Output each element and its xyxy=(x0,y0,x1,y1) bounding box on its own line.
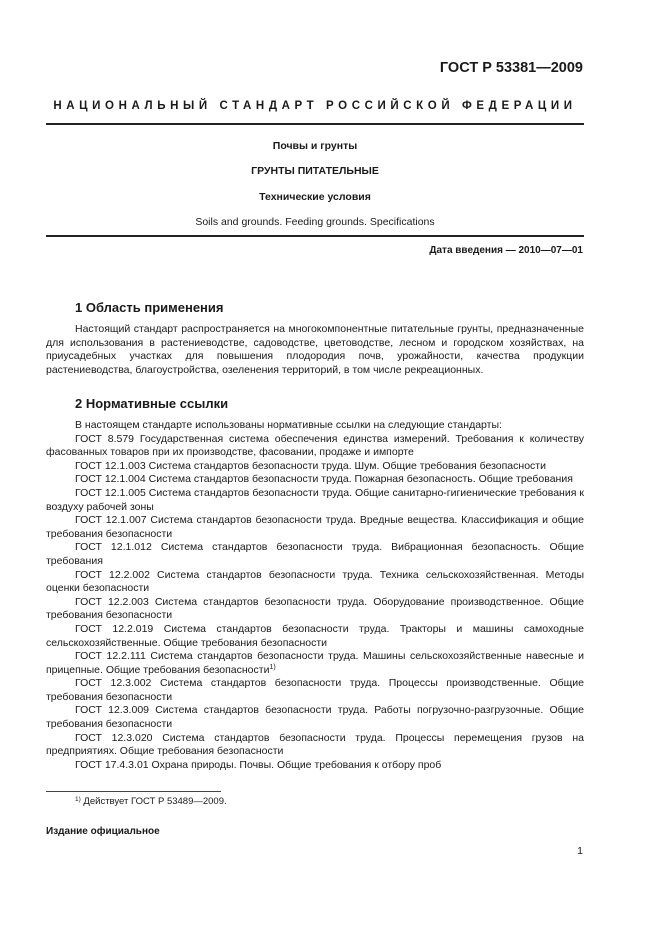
footnote-reference: 1) xyxy=(269,663,276,671)
reference-item: ГОСТ 12.3.020 Система стандартов безопасности труда. Процессы перемещения грузов на предприятиях. Общие требования безопасности xyxy=(46,731,584,758)
reference-item: ГОСТ 12.3.009 Система стандартов безопасности труда. Работы погрузочно-разгрузочные. Общие требования безопасности xyxy=(46,704,584,731)
reference-item: ГОСТ 12.2.019 Система стандартов безопасности труда. Тракторы и машины самоходные сельскохозяйственные. Общие требования безопасности xyxy=(46,622,584,649)
reference-item-text: ГОСТ 12.2.111 Система стандартов безопасности труда. Машины сельскохозяйственные навесные и прицепные. Общие требования безопасности xyxy=(46,650,584,676)
reference-item: ГОСТ 12.3.002 Система стандартов безопасности труда. Процессы производственные. Общие требования безопасности xyxy=(46,677,584,703)
footnote xyxy=(75,796,227,807)
footnote-divider xyxy=(46,791,221,792)
section-2-heading: 2 Нормативные ссылки xyxy=(75,396,229,411)
reference-item: ГОСТ 12.1.003 Система стандартов безопасности труда. Шум. Общие требования безопасности xyxy=(75,459,546,472)
references-intro: В настоящем стандарте использованы нормативные ссылки на следующие стандарты: xyxy=(75,419,502,431)
document-subtitle: Технические условия xyxy=(259,191,371,203)
english-title: Soils and grounds. Feeding grounds. Specifications xyxy=(195,216,435,228)
title-divider xyxy=(46,235,584,237)
introduction-date: Дата введения — 2010—07—01 xyxy=(429,245,583,256)
reference-list xyxy=(46,419,584,772)
page-number: 1 xyxy=(577,845,583,857)
section-1-body xyxy=(46,323,584,377)
document-title: ГРУНТЫ ПИТАТЕЛЬНЫЕ xyxy=(251,165,379,177)
section-1-paragraph: Настоящий стандарт распространяется на многокомпонентные питательные грунты, предназначенные для использования в растениеводстве, садоводстве, цветоводстве, лесном и городском хозяйствах, на приусадебных участках для повышения плодородия почв, урожайности, качества продукции растениеводства, благоустройства, озеленения территорий, в том числе рекреационных. xyxy=(46,323,584,376)
reference-item: ГОСТ 12.2.003 Система стандартов безопасности труда. Оборудование производственное. Общие требования безопасности xyxy=(46,595,584,622)
reference-item xyxy=(46,650,584,677)
reference-item: ГОСТ 12.2.002 Система стандартов безопасности труда. Техника сельскохозяйственная. Методы оценки безопасности xyxy=(46,568,584,595)
header-divider xyxy=(46,123,584,125)
reference-item: ГОСТ 8.579 Государственная система обеспечения единства измерений. Требования к количеству фасованных товаров при их производстве, фасовании, продаже и импорте xyxy=(46,432,584,459)
reference-item: ГОСТ 12.1.007 Система стандартов безопасности труда. Вредные вещества. Классификация и общие требования безопасности xyxy=(46,514,584,540)
soil-heading: Почвы и грунты xyxy=(272,140,358,152)
section-1-heading: 1 Область применения xyxy=(75,300,224,315)
official-edition-label: Издание официальное xyxy=(46,826,160,837)
reference-item: ГОСТ 12.1.004 Система стандартов безопасности труда. Пожарная безопасность. Общие требования xyxy=(75,473,573,486)
standard-number: ГОСТ Р 53381—2009 xyxy=(439,60,583,76)
reference-item: ГОСТ 12.1.012 Система стандартов безопасности труда. Вибрационная безопасность. Общие требования xyxy=(46,541,584,567)
reference-item: ГОСТ 17.4.3.01 Охрана природы. Почвы. Общие требования к отбору проб xyxy=(75,758,442,771)
reference-item: ГОСТ 12.1.005 Система стандартов безопасности труда. Общие санитарно-гигиенические требования к воздуху рабочей зоны xyxy=(46,486,584,513)
footnote-text: Действует ГОСТ Р 53489—2009. xyxy=(83,796,227,807)
national-standard-banner: НАЦИОНАЛЬНЫЙ СТАНДАРТ РОССИЙСКОЙ ФЕДЕРАЦИИ xyxy=(53,100,577,112)
footnote-mark: 1) xyxy=(75,796,81,803)
